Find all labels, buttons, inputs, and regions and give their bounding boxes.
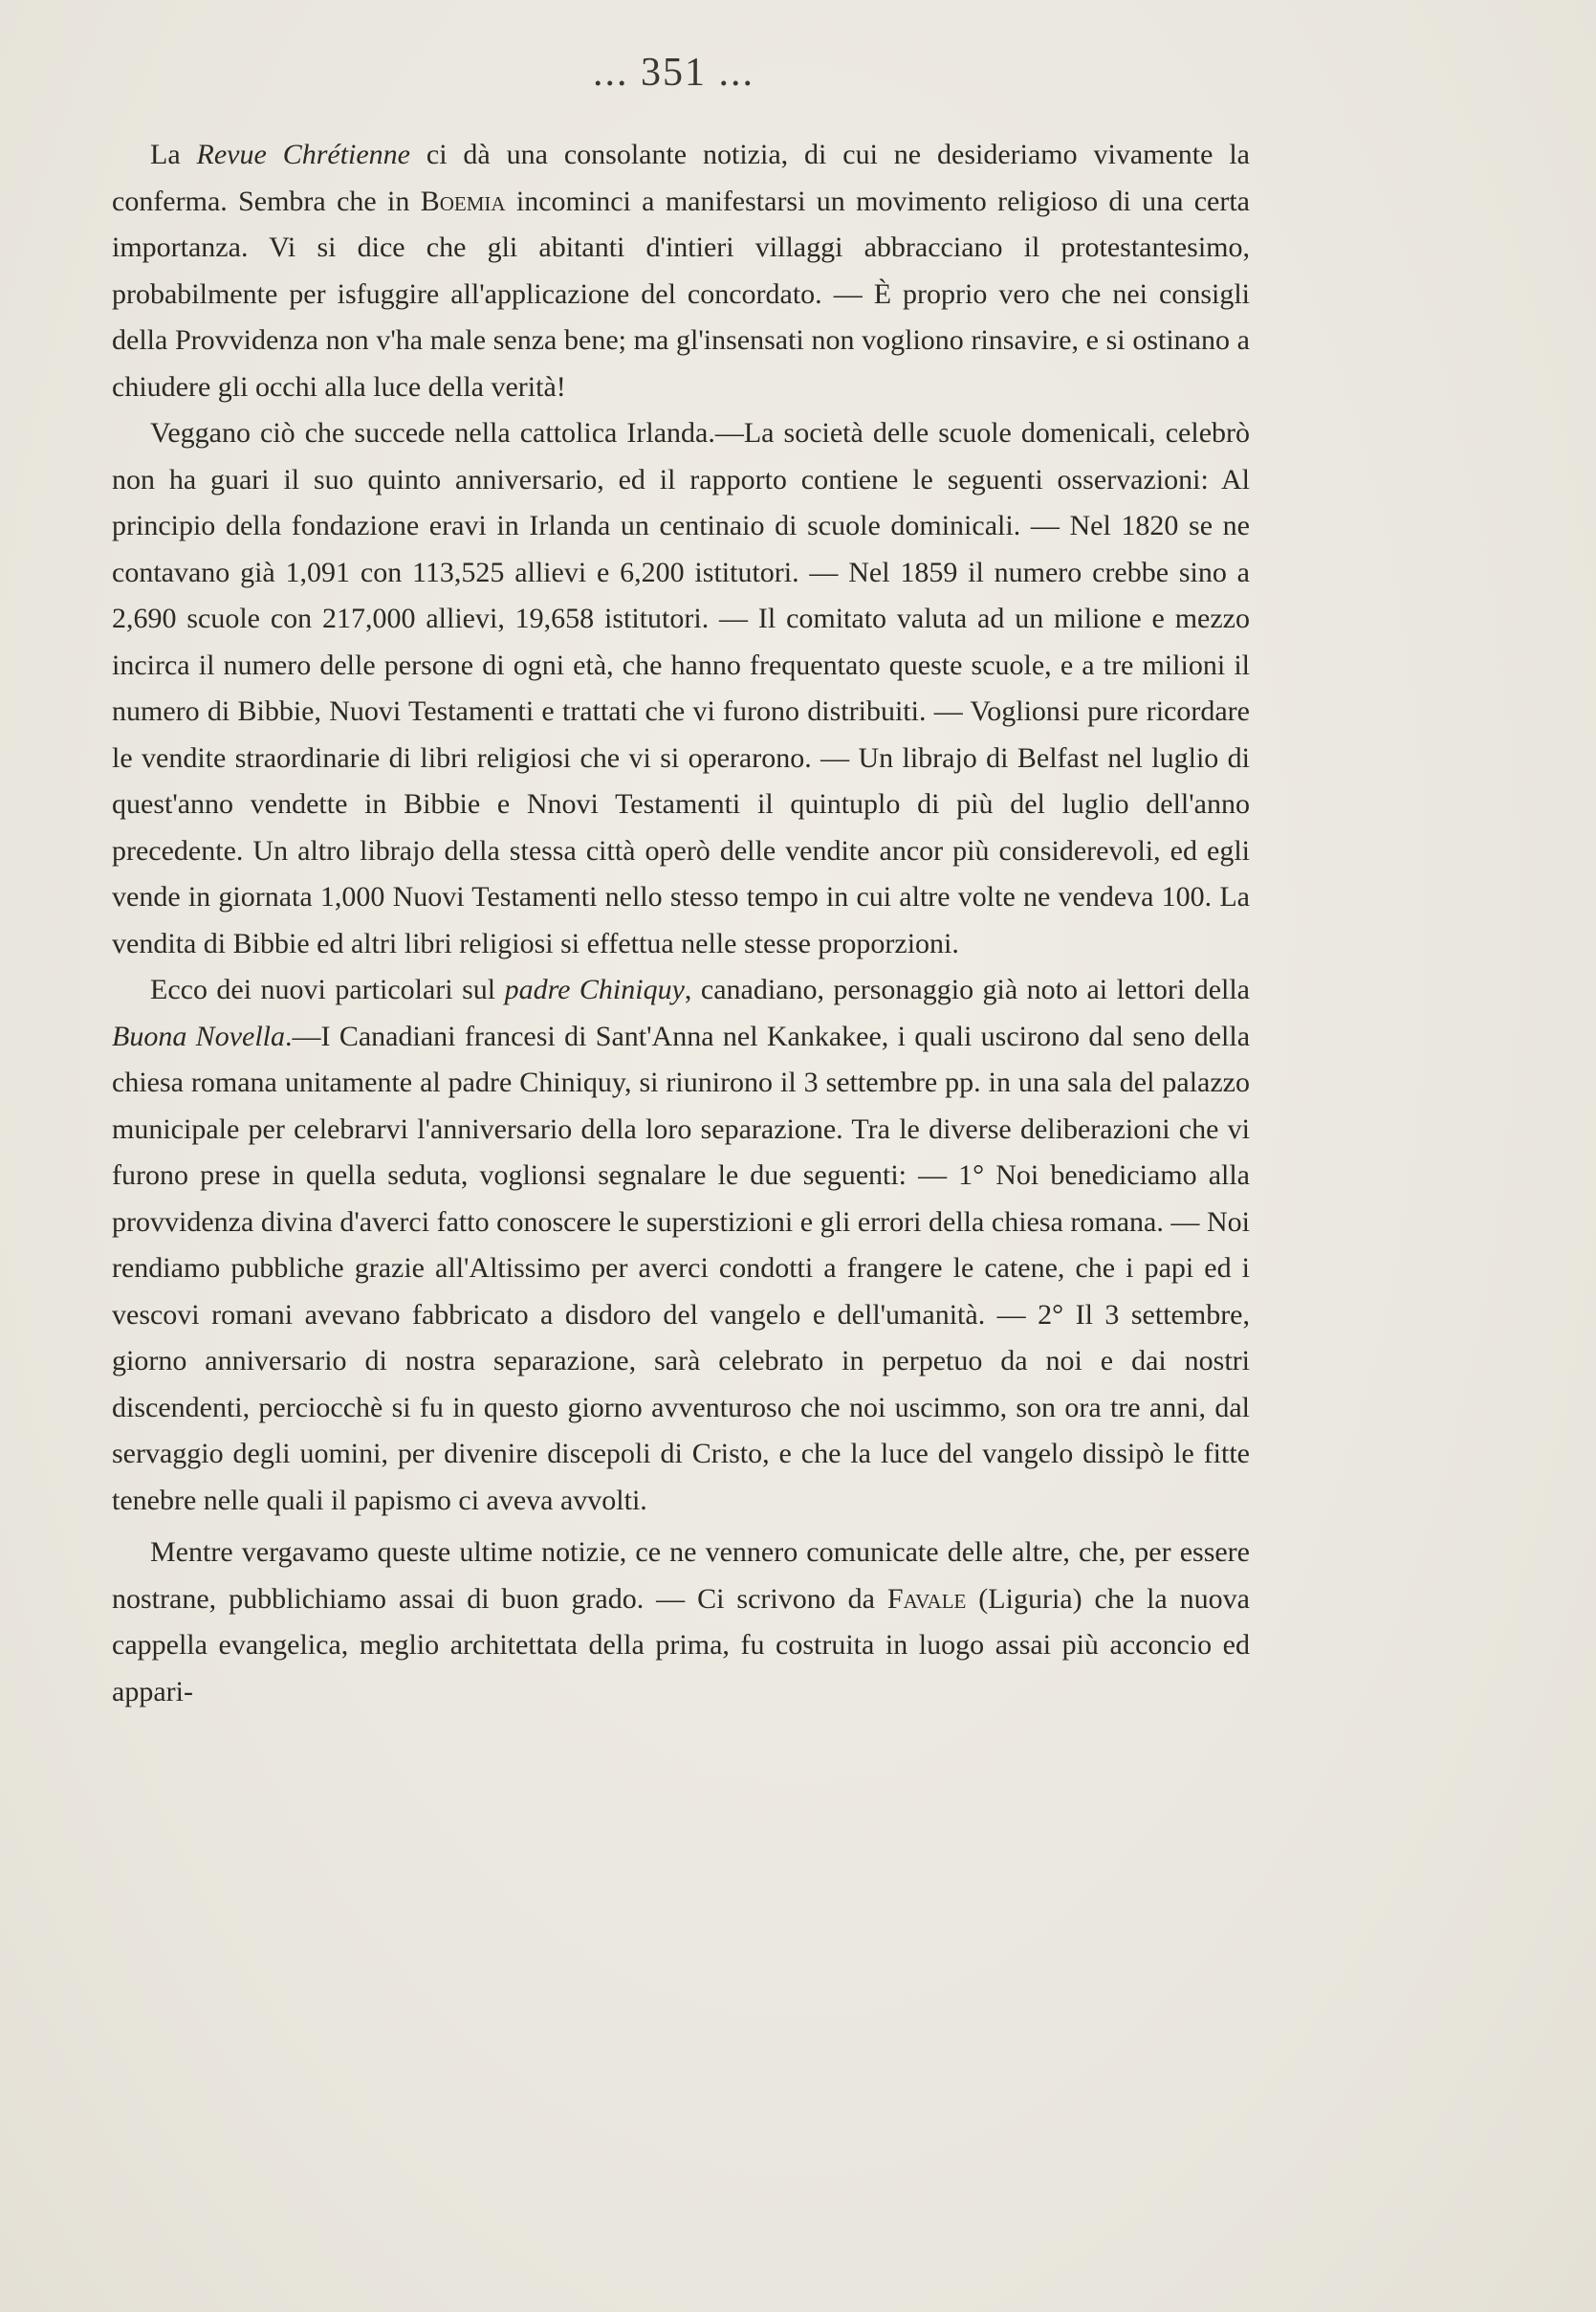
person-name: padre Chiniquy bbox=[504, 974, 685, 1005]
text-segment: (Liguria) che la nuova cappella evangelica, meglio architettata della prima, fu costruita in luogo assai più acconcio ed appari- bbox=[112, 1582, 1250, 1707]
paragraph-2 bbox=[112, 410, 1250, 967]
paragraph-1 bbox=[112, 132, 1250, 410]
journal-title: Revue Chrétienne bbox=[196, 139, 410, 170]
text-segment: Mentre vergavamo queste ultime notizie, ce ne vennero comunicate delle altre, che, per essere nostrane, pubblichiamo assai di buon grado. — Ci scrivono da bbox=[112, 1536, 1250, 1615]
page-number: ... 351 ... bbox=[593, 51, 754, 95]
text-segment: Veggano ciò che succede nella cattolica Irlanda.—La società delle scuole domenicali, celebrò non ha guari il suo quinto anniversario, ed il rapporto contiene le seguenti osservazioni: Al principio della fondazione eravi in Irlanda un centinaio di scuole dominicali. — Nel 1820 se ne contavano già 1,091 con 113,525 allievi e 6,200 istitutori. — Nel 1859 il numero crebbe sino a 2,690 scuole con 217,000 allievi, 19,658 istitutori. — Il comitato valuta ad un milione e mezzo incirca il numero delle persone di ogni età, che hanno frequentato queste scuole, e a tre milioni il numero di Bibbie, Nuovi Testamenti e trattati che vi furono distribuiti. — Voglionsi pure ricordare le vendite straordinarie di libri religiosi che vi si operarono. — Un librajo di Belfast nel luglio di quest'anno vendette in Bibbie e Nnovi Testamenti il quintuplo di più del luglio dell'anno precedente. Un altro librajo della stessa città operò delle vendite ancor più considerevoli, ed egli vende in giornata 1,000 Nuovi Testamenti nello stesso tempo in cui altre volte ne vendeva 100. La vendita di Bibbie ed altri libri religiosi si effettua nelle stesse proporzioni. bbox=[112, 417, 1250, 959]
text-segment: , canadiano, personaggio già noto ai lettori della bbox=[684, 974, 1250, 1005]
journal-title: Buona Novella bbox=[112, 1020, 285, 1052]
place-name: Favale bbox=[886, 1582, 967, 1615]
paragraph-3 bbox=[112, 967, 1250, 1524]
text-segment: Ecco dei nuovi particolari sul bbox=[150, 974, 505, 1005]
place-name: Boemia bbox=[420, 185, 506, 217]
text-segment: incominci a manifestarsi un movimento religioso di una certa importanza. Vi si dice che gli abitanti d'intieri villaggi abbracciano il protestantesimo, probabilmente per isfuggire all'applicazione del concordato. — È proprio vero che nei consigli della Provvidenza non v'ha male senza bene; ma gl'insensati non vogliono rinsavire, e si ostinano a chiudere gli occhi alla luce della verità! bbox=[112, 185, 1250, 403]
text-segment: La bbox=[150, 139, 197, 170]
text-segment: ci dà una consolante notizia, di cui ne desideriamo vivamente la conferma. Sembra che in bbox=[112, 139, 1250, 217]
body-text bbox=[112, 132, 1250, 1715]
text-segment: .—I Canadiani francesi di Sant'Anna nel Kankakee, i quali uscirono dal seno della chiesa romana unitamente al padre Chiniquy, si riunirono il 3 settembre pp. in una sala del palazzo municipale per celebrarvi l'anniversario della loro separazione. Tra le diverse deliberazioni che vi furono prese in quella seduta, voglionsi segnalare le due seguenti: — 1° Noi benediciamo alla provvidenza divina d'averci fatto conoscere le superstizioni e gli errori della chiesa romana. — Noi rendiamo pubbliche grazie all'Altissimo per averci condotti a frangere le catene, che i papi ed i vescovi romani avevano fabbricato a disdoro del vangelo e dell'umanità. — 2° Il 3 settembre, giorno anniversario di nostra separazione, sarà celebrato in perpetuo da noi e dai nostri discendenti, perciocchè si fu in questo giorno avventuroso che noi uscimmo, son ora tre anni, dal servaggio degli uomini, per divenire discepoli di Cristo, e che la luce del vangelo dissipò le fitte tenebre nelle quali il papismo ci aveva avvolti. bbox=[112, 1020, 1251, 1516]
paragraph-4 bbox=[112, 1530, 1250, 1715]
